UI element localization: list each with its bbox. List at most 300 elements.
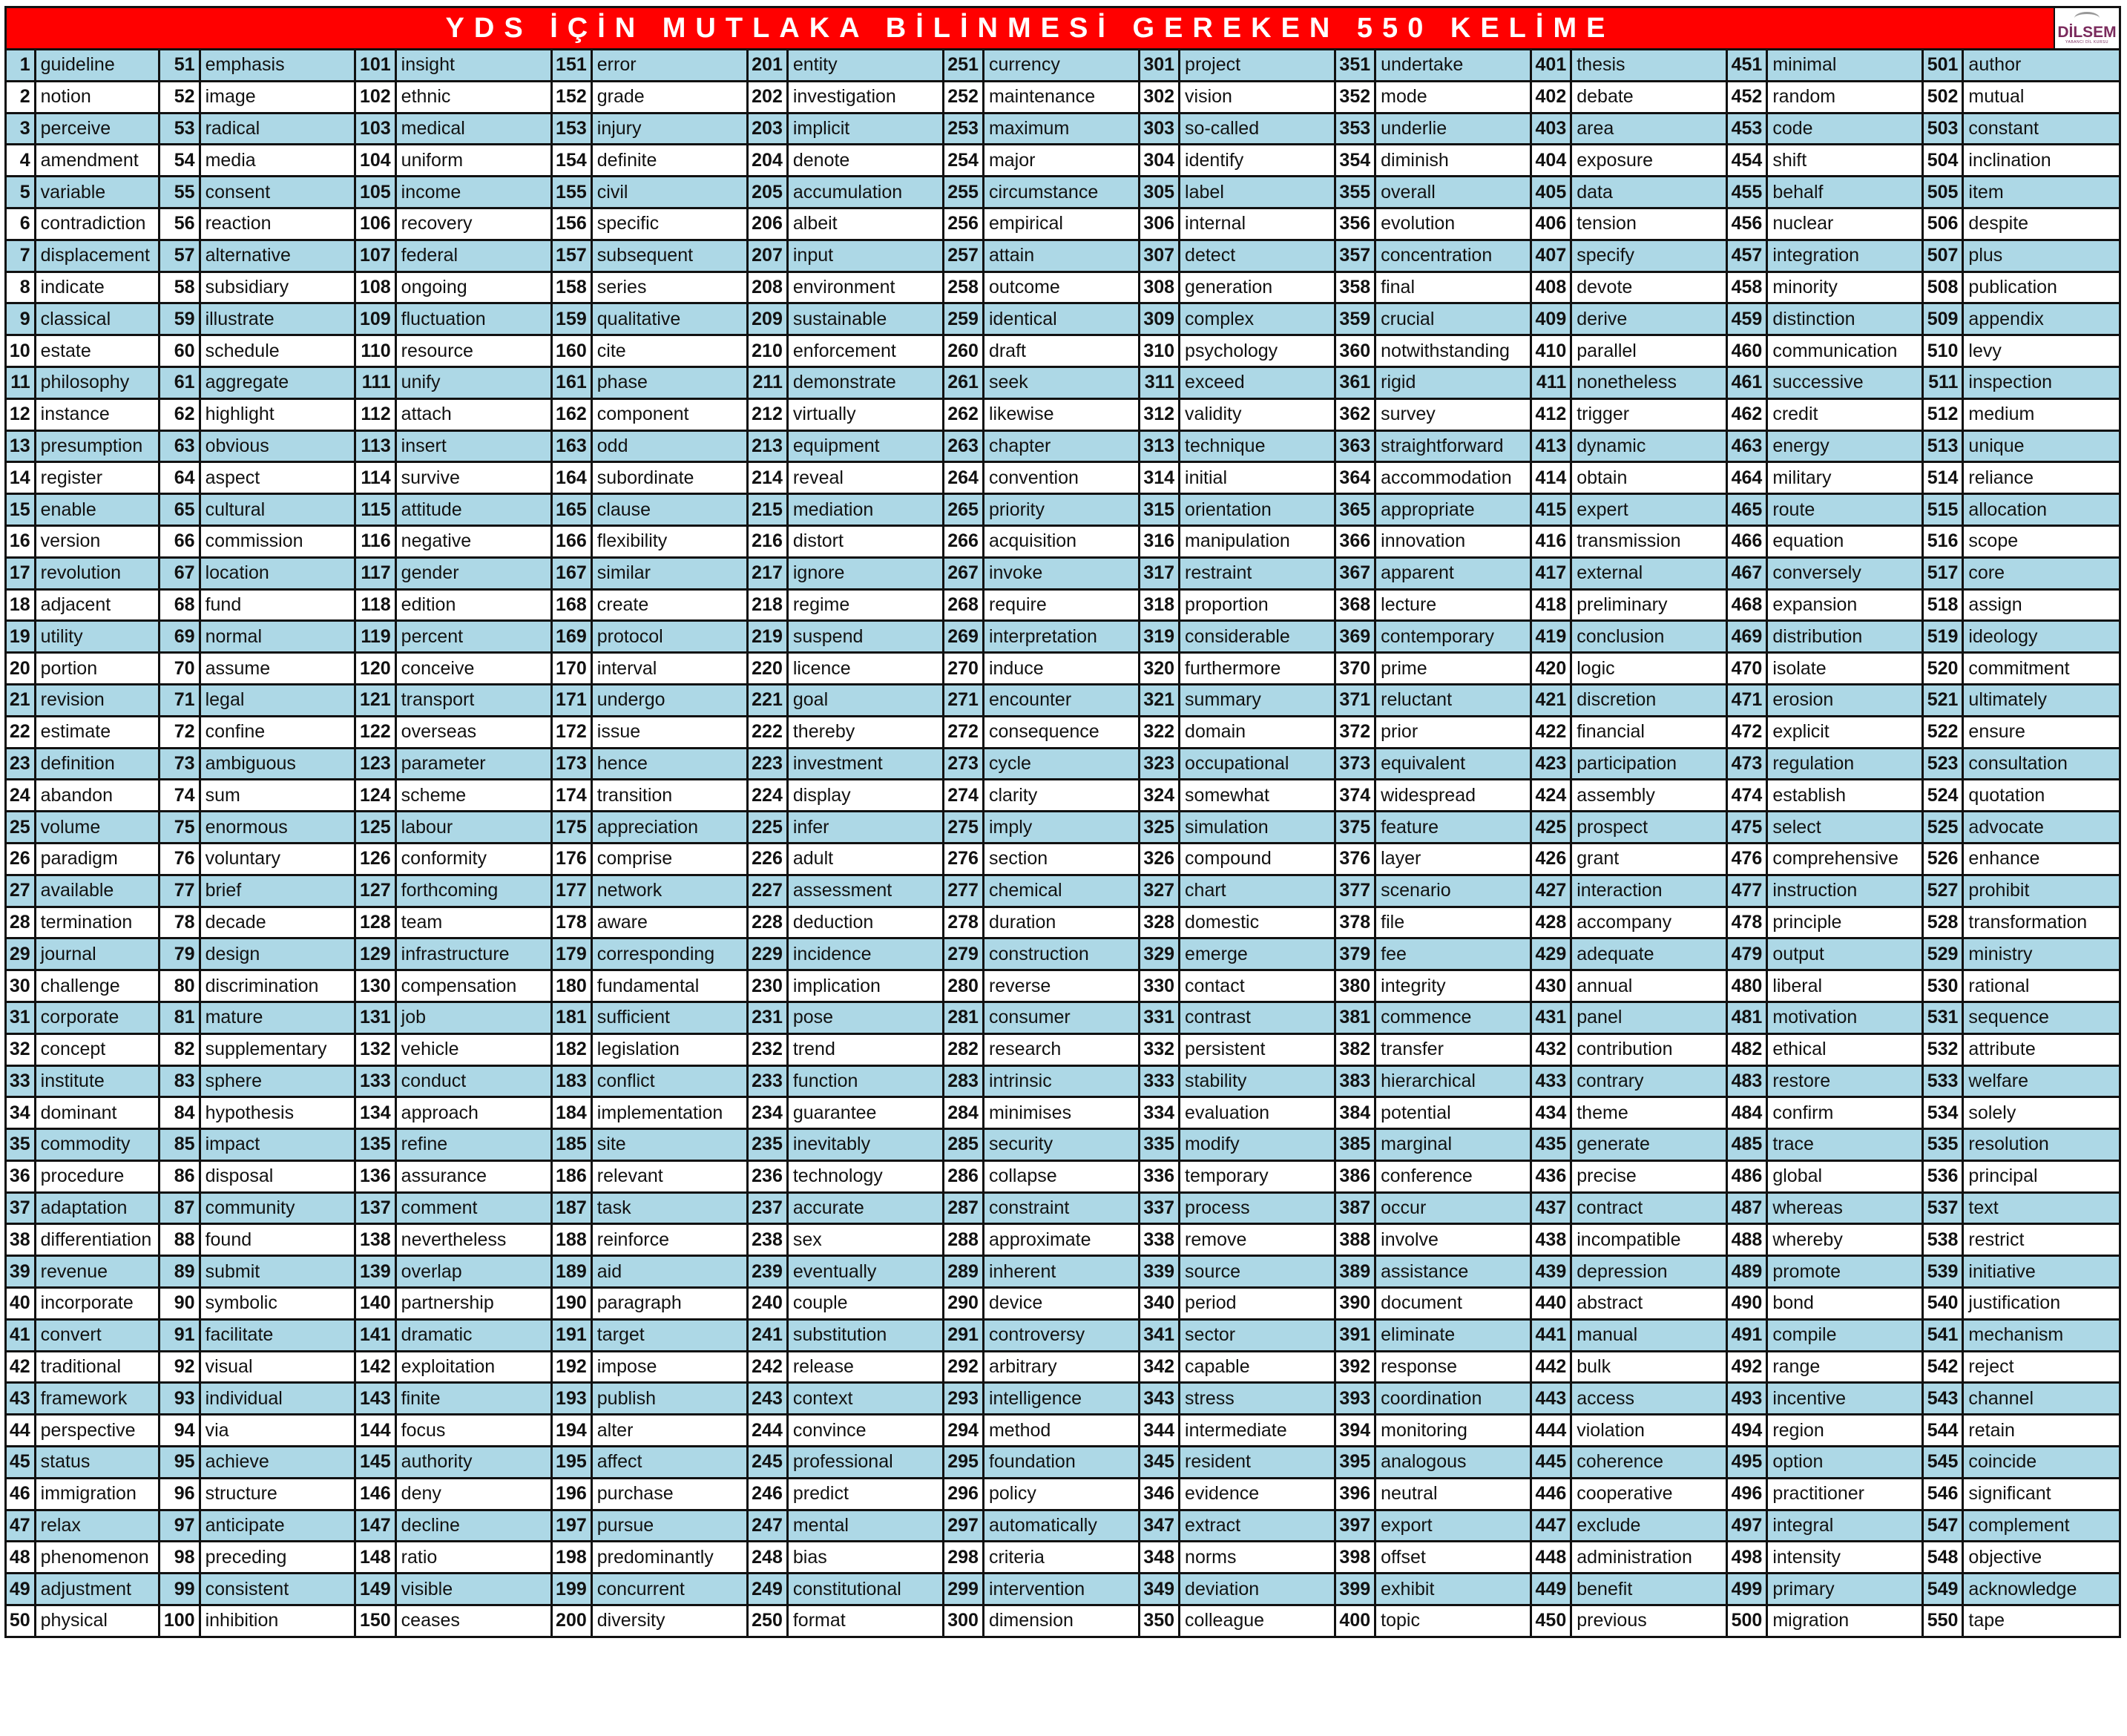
word-number: 63 — [160, 430, 200, 462]
word-cell: illustrate — [200, 303, 355, 335]
word-table — [7, 50, 2119, 1636]
word-number: 110 — [355, 335, 395, 367]
word-number: 430 — [1531, 970, 1571, 1002]
word-cell: invoke — [983, 557, 1139, 589]
word-number: 397 — [1335, 1510, 1375, 1542]
word-number: 395 — [1335, 1447, 1375, 1479]
table-row — [7, 525, 2119, 557]
word-number: 130 — [355, 970, 395, 1002]
word-cell: theme — [1571, 1097, 1727, 1129]
word-number: 3 — [7, 113, 35, 145]
word-number: 407 — [1531, 240, 1571, 272]
word-cell: professional — [787, 1447, 943, 1479]
word-cell: alter — [591, 1415, 747, 1447]
word-cell: approach — [395, 1097, 551, 1129]
word-number: 312 — [1139, 398, 1179, 430]
word-number: 33 — [7, 1065, 35, 1097]
word-cell: partnership — [395, 1288, 551, 1320]
word-cell: abandon — [35, 780, 160, 812]
word-number: 72 — [160, 716, 200, 748]
word-cell: acquisition — [983, 525, 1139, 557]
word-cell: convince — [787, 1415, 943, 1447]
word-cell: military — [1767, 462, 1923, 494]
word-number: 162 — [551, 398, 591, 430]
word-number: 240 — [747, 1288, 787, 1320]
word-number: 90 — [160, 1288, 200, 1320]
word-number: 97 — [160, 1510, 200, 1542]
word-number: 349 — [1139, 1574, 1179, 1605]
word-number: 485 — [1727, 1129, 1767, 1161]
word-number: 320 — [1139, 653, 1179, 685]
word-number: 51 — [160, 50, 200, 81]
word-number: 420 — [1531, 653, 1571, 685]
word-cell: ultimately — [1963, 684, 2119, 716]
word-number: 95 — [160, 1447, 200, 1479]
word-number: 521 — [1923, 684, 1963, 716]
word-cell: assume — [200, 653, 355, 685]
word-number: 399 — [1335, 1574, 1375, 1605]
word-number: 288 — [943, 1224, 983, 1256]
table-row — [7, 366, 2119, 398]
word-cell: insight — [395, 50, 551, 81]
table-row — [7, 1002, 2119, 1033]
word-number: 158 — [551, 272, 591, 303]
word-number: 447 — [1531, 1510, 1571, 1542]
word-cell: remove — [1180, 1224, 1335, 1256]
word-cell: occupational — [1180, 748, 1335, 780]
table-row — [7, 303, 2119, 335]
word-number: 417 — [1531, 557, 1571, 589]
word-number: 41 — [7, 1319, 35, 1351]
word-number: 367 — [1335, 557, 1375, 589]
word-number: 355 — [1335, 177, 1375, 208]
word-cell: hierarchical — [1375, 1065, 1531, 1097]
word-number: 453 — [1727, 113, 1767, 145]
word-number: 165 — [551, 494, 591, 526]
word-cell: negative — [395, 525, 551, 557]
word-cell: justification — [1963, 1288, 2119, 1320]
word-cell: intelligence — [983, 1383, 1139, 1415]
word-cell: isolate — [1767, 653, 1923, 685]
word-number: 391 — [1335, 1319, 1375, 1351]
word-cell: accurate — [787, 1192, 943, 1224]
word-number: 101 — [355, 50, 395, 81]
word-number: 457 — [1727, 240, 1767, 272]
word-number: 541 — [1923, 1319, 1963, 1351]
word-number: 412 — [1531, 398, 1571, 430]
word-cell: whereby — [1767, 1224, 1923, 1256]
word-number: 422 — [1531, 716, 1571, 748]
word-number: 454 — [1727, 145, 1767, 177]
word-number: 6 — [7, 208, 35, 240]
word-cell: specific — [591, 208, 747, 240]
word-number: 201 — [747, 50, 787, 81]
word-number: 4 — [7, 145, 35, 177]
word-cell: distort — [787, 525, 943, 557]
word-cell: establish — [1767, 780, 1923, 812]
word-number: 517 — [1923, 557, 1963, 589]
word-cell: resolution — [1963, 1129, 2119, 1161]
word-cell: comment — [395, 1192, 551, 1224]
word-number: 311 — [1139, 366, 1179, 398]
word-cell: technique — [1180, 430, 1335, 462]
word-number: 259 — [943, 303, 983, 335]
word-number: 347 — [1139, 1510, 1179, 1542]
word-cell: attach — [395, 398, 551, 430]
word-cell: implication — [787, 970, 943, 1002]
word-cell: schedule — [200, 335, 355, 367]
word-cell: principal — [1963, 1160, 2119, 1192]
word-number: 36 — [7, 1160, 35, 1192]
word-number: 20 — [7, 653, 35, 685]
table-row — [7, 748, 2119, 780]
word-number: 362 — [1335, 398, 1375, 430]
word-number: 75 — [160, 812, 200, 844]
word-cell: federal — [395, 240, 551, 272]
word-number: 68 — [160, 589, 200, 621]
word-number: 193 — [551, 1383, 591, 1415]
word-number: 85 — [160, 1129, 200, 1161]
word-cell: deduction — [787, 907, 943, 938]
word-cell: undergo — [591, 684, 747, 716]
word-number: 451 — [1727, 50, 1767, 81]
word-cell: prior — [1375, 716, 1531, 748]
word-cell: entity — [787, 50, 943, 81]
word-number: 301 — [1139, 50, 1179, 81]
word-number: 79 — [160, 938, 200, 970]
word-cell: recovery — [395, 208, 551, 240]
word-cell: substitution — [787, 1319, 943, 1351]
word-number: 284 — [943, 1097, 983, 1129]
word-number: 256 — [943, 208, 983, 240]
word-cell: ethical — [1767, 1033, 1923, 1065]
word-number: 548 — [1923, 1542, 1963, 1574]
word-cell: controversy — [983, 1319, 1139, 1351]
word-cell: sufficient — [591, 1002, 747, 1033]
word-number: 39 — [7, 1256, 35, 1288]
word-number: 198 — [551, 1542, 591, 1574]
word-cell: integration — [1767, 240, 1923, 272]
word-cell: widespread — [1375, 780, 1531, 812]
word-cell: cooperative — [1571, 1478, 1727, 1510]
table-row — [7, 812, 2119, 844]
word-number: 228 — [747, 907, 787, 938]
word-cell: tape — [1963, 1605, 2119, 1636]
word-cell: convention — [983, 462, 1139, 494]
word-cell: revenue — [35, 1256, 160, 1288]
word-cell: prospect — [1571, 812, 1727, 844]
word-number: 14 — [7, 462, 35, 494]
word-cell: expansion — [1767, 589, 1923, 621]
word-cell: nuclear — [1767, 208, 1923, 240]
word-cell: framework — [35, 1383, 160, 1415]
word-number: 294 — [943, 1415, 983, 1447]
word-number: 379 — [1335, 938, 1375, 970]
word-number: 359 — [1335, 303, 1375, 335]
word-number: 273 — [943, 748, 983, 780]
word-number: 8 — [7, 272, 35, 303]
table-row — [7, 1319, 2119, 1351]
word-cell: issue — [591, 716, 747, 748]
word-number: 512 — [1923, 398, 1963, 430]
word-cell: accommodation — [1375, 462, 1531, 494]
word-cell: structure — [200, 1478, 355, 1510]
table-row — [7, 208, 2119, 240]
word-number: 303 — [1139, 113, 1179, 145]
word-cell: legal — [200, 684, 355, 716]
word-number: 5 — [7, 177, 35, 208]
word-number: 212 — [747, 398, 787, 430]
word-cell: precise — [1571, 1160, 1727, 1192]
word-cell: enormous — [200, 812, 355, 844]
word-number: 26 — [7, 843, 35, 875]
word-cell: medium — [1963, 398, 2119, 430]
word-cell: mutual — [1963, 81, 2119, 113]
word-cell: utility — [35, 621, 160, 653]
word-number: 366 — [1335, 525, 1375, 557]
word-number: 23 — [7, 748, 35, 780]
word-number: 268 — [943, 589, 983, 621]
word-cell: thesis — [1571, 50, 1727, 81]
word-cell: visible — [395, 1574, 551, 1605]
word-number: 263 — [943, 430, 983, 462]
word-number: 197 — [551, 1510, 591, 1542]
word-cell: ambiguous — [200, 748, 355, 780]
word-cell: found — [200, 1224, 355, 1256]
word-cell: corresponding — [591, 938, 747, 970]
word-cell: incompatible — [1571, 1224, 1727, 1256]
word-number: 406 — [1531, 208, 1571, 240]
header-bar — [7, 8, 2119, 50]
word-number: 456 — [1727, 208, 1767, 240]
table-row — [7, 462, 2119, 494]
word-number: 323 — [1139, 748, 1179, 780]
word-number: 333 — [1139, 1065, 1179, 1097]
table-row — [7, 398, 2119, 430]
word-cell: dynamic — [1571, 430, 1727, 462]
word-number: 62 — [160, 398, 200, 430]
word-number: 365 — [1335, 494, 1375, 526]
word-number: 299 — [943, 1574, 983, 1605]
word-cell: commission — [200, 525, 355, 557]
word-cell: site — [591, 1129, 747, 1161]
word-cell: format — [787, 1605, 943, 1636]
word-cell: ethnic — [395, 81, 551, 113]
word-number: 32 — [7, 1033, 35, 1065]
word-number: 317 — [1139, 557, 1179, 589]
word-number: 73 — [160, 748, 200, 780]
word-number: 223 — [747, 748, 787, 780]
word-cell: input — [787, 240, 943, 272]
word-number: 140 — [355, 1288, 395, 1320]
word-cell: rational — [1963, 970, 2119, 1002]
word-number: 289 — [943, 1256, 983, 1288]
word-cell: manipulation — [1180, 525, 1335, 557]
word-number: 246 — [747, 1478, 787, 1510]
word-number: 392 — [1335, 1351, 1375, 1383]
word-cell: scope — [1963, 525, 2119, 557]
word-cell: credit — [1767, 398, 1923, 430]
word-cell: chapter — [983, 430, 1139, 462]
word-number: 187 — [551, 1192, 591, 1224]
word-number: 513 — [1923, 430, 1963, 462]
dilsem-logo — [2054, 8, 2119, 48]
word-number: 237 — [747, 1192, 787, 1224]
word-cell: sector — [1180, 1319, 1335, 1351]
table-row — [7, 621, 2119, 653]
word-cell: summary — [1180, 684, 1335, 716]
word-number: 234 — [747, 1097, 787, 1129]
word-cell: devote — [1571, 272, 1727, 303]
word-number: 278 — [943, 907, 983, 938]
word-cell: export — [1375, 1510, 1531, 1542]
word-cell: incentive — [1767, 1383, 1923, 1415]
word-number: 520 — [1923, 653, 1963, 685]
word-number: 231 — [747, 1002, 787, 1033]
word-number: 265 — [943, 494, 983, 526]
word-cell: dramatic — [395, 1319, 551, 1351]
word-number: 478 — [1727, 907, 1767, 938]
word-cell: community — [200, 1192, 355, 1224]
word-cell: gender — [395, 557, 551, 589]
word-cell: concept — [35, 1033, 160, 1065]
word-number: 171 — [551, 684, 591, 716]
word-number: 105 — [355, 177, 395, 208]
word-cell: levy — [1963, 335, 2119, 367]
word-number: 65 — [160, 494, 200, 526]
word-number: 448 — [1531, 1542, 1571, 1574]
word-number: 384 — [1335, 1097, 1375, 1129]
word-cell: welfare — [1963, 1065, 2119, 1097]
word-cell: ignore — [787, 557, 943, 589]
word-number: 248 — [747, 1542, 787, 1574]
word-number: 488 — [1727, 1224, 1767, 1256]
word-number: 137 — [355, 1192, 395, 1224]
word-cell: accumulation — [787, 177, 943, 208]
word-cell: convert — [35, 1319, 160, 1351]
word-cell: arbitrary — [983, 1351, 1139, 1383]
word-number: 83 — [160, 1065, 200, 1097]
word-cell: uniform — [395, 145, 551, 177]
word-cell: collapse — [983, 1160, 1139, 1192]
word-cell: integral — [1767, 1510, 1923, 1542]
word-cell: regime — [787, 589, 943, 621]
word-number: 302 — [1139, 81, 1179, 113]
word-number: 170 — [551, 653, 591, 685]
word-cell: modify — [1180, 1129, 1335, 1161]
word-number: 144 — [355, 1415, 395, 1447]
word-cell: despite — [1963, 208, 2119, 240]
word-number: 191 — [551, 1319, 591, 1351]
table-row — [7, 684, 2119, 716]
word-cell: reverse — [983, 970, 1139, 1002]
word-number: 13 — [7, 430, 35, 462]
word-number: 341 — [1139, 1319, 1179, 1351]
word-cell: minimal — [1767, 50, 1923, 81]
word-cell: predominantly — [591, 1542, 747, 1574]
word-number: 138 — [355, 1224, 395, 1256]
word-cell: cultural — [200, 494, 355, 526]
word-number: 44 — [7, 1415, 35, 1447]
word-number: 503 — [1923, 113, 1963, 145]
word-number: 440 — [1531, 1288, 1571, 1320]
word-number: 510 — [1923, 335, 1963, 367]
table-row — [7, 938, 2119, 970]
word-number: 195 — [551, 1447, 591, 1479]
word-number: 529 — [1923, 938, 1963, 970]
word-number: 127 — [355, 875, 395, 907]
word-cell: network — [591, 875, 747, 907]
word-number: 66 — [160, 525, 200, 557]
word-number: 69 — [160, 621, 200, 653]
word-cell: explicit — [1767, 716, 1923, 748]
word-number: 74 — [160, 780, 200, 812]
word-number: 547 — [1923, 1510, 1963, 1542]
word-cell: percent — [395, 621, 551, 653]
word-number: 386 — [1335, 1160, 1375, 1192]
word-cell: primary — [1767, 1574, 1923, 1605]
word-cell: licence — [787, 653, 943, 685]
word-cell: identical — [983, 303, 1139, 335]
table-row — [7, 1542, 2119, 1574]
word-number: 222 — [747, 716, 787, 748]
word-cell: perspective — [35, 1415, 160, 1447]
word-number: 202 — [747, 81, 787, 113]
word-number: 57 — [160, 240, 200, 272]
word-number: 540 — [1923, 1288, 1963, 1320]
word-cell: security — [983, 1129, 1139, 1161]
word-cell: panel — [1571, 1002, 1727, 1033]
word-cell: topic — [1375, 1605, 1531, 1636]
word-number: 461 — [1727, 366, 1767, 398]
word-number: 106 — [355, 208, 395, 240]
word-number: 295 — [943, 1447, 983, 1479]
word-number: 272 — [943, 716, 983, 748]
word-cell: assistance — [1375, 1256, 1531, 1288]
word-number: 119 — [355, 621, 395, 653]
word-number: 177 — [551, 875, 591, 907]
word-cell: furthermore — [1180, 653, 1335, 685]
word-number: 100 — [160, 1605, 200, 1636]
word-cell: diminish — [1375, 145, 1531, 177]
word-cell: minority — [1767, 272, 1923, 303]
word-cell: lecture — [1375, 589, 1531, 621]
word-cell: task — [591, 1192, 747, 1224]
word-number: 492 — [1727, 1351, 1767, 1383]
word-number: 372 — [1335, 716, 1375, 748]
word-number: 480 — [1727, 970, 1767, 1002]
word-number: 236 — [747, 1160, 787, 1192]
word-number: 115 — [355, 494, 395, 526]
word-number: 394 — [1335, 1415, 1375, 1447]
word-cell: regulation — [1767, 748, 1923, 780]
word-cell: analogous — [1375, 1447, 1531, 1479]
word-cell: colleague — [1180, 1605, 1335, 1636]
word-number: 141 — [355, 1319, 395, 1351]
word-cell: shift — [1767, 145, 1923, 177]
word-cell: global — [1767, 1160, 1923, 1192]
word-cell: underlie — [1375, 113, 1531, 145]
word-cell: unique — [1963, 430, 2119, 462]
word-number: 76 — [160, 843, 200, 875]
table-row — [7, 177, 2119, 208]
word-number: 108 — [355, 272, 395, 303]
word-number: 324 — [1139, 780, 1179, 812]
word-cell: contact — [1180, 970, 1335, 1002]
word-cell: termination — [35, 907, 160, 938]
word-number: 168 — [551, 589, 591, 621]
word-number: 53 — [160, 113, 200, 145]
